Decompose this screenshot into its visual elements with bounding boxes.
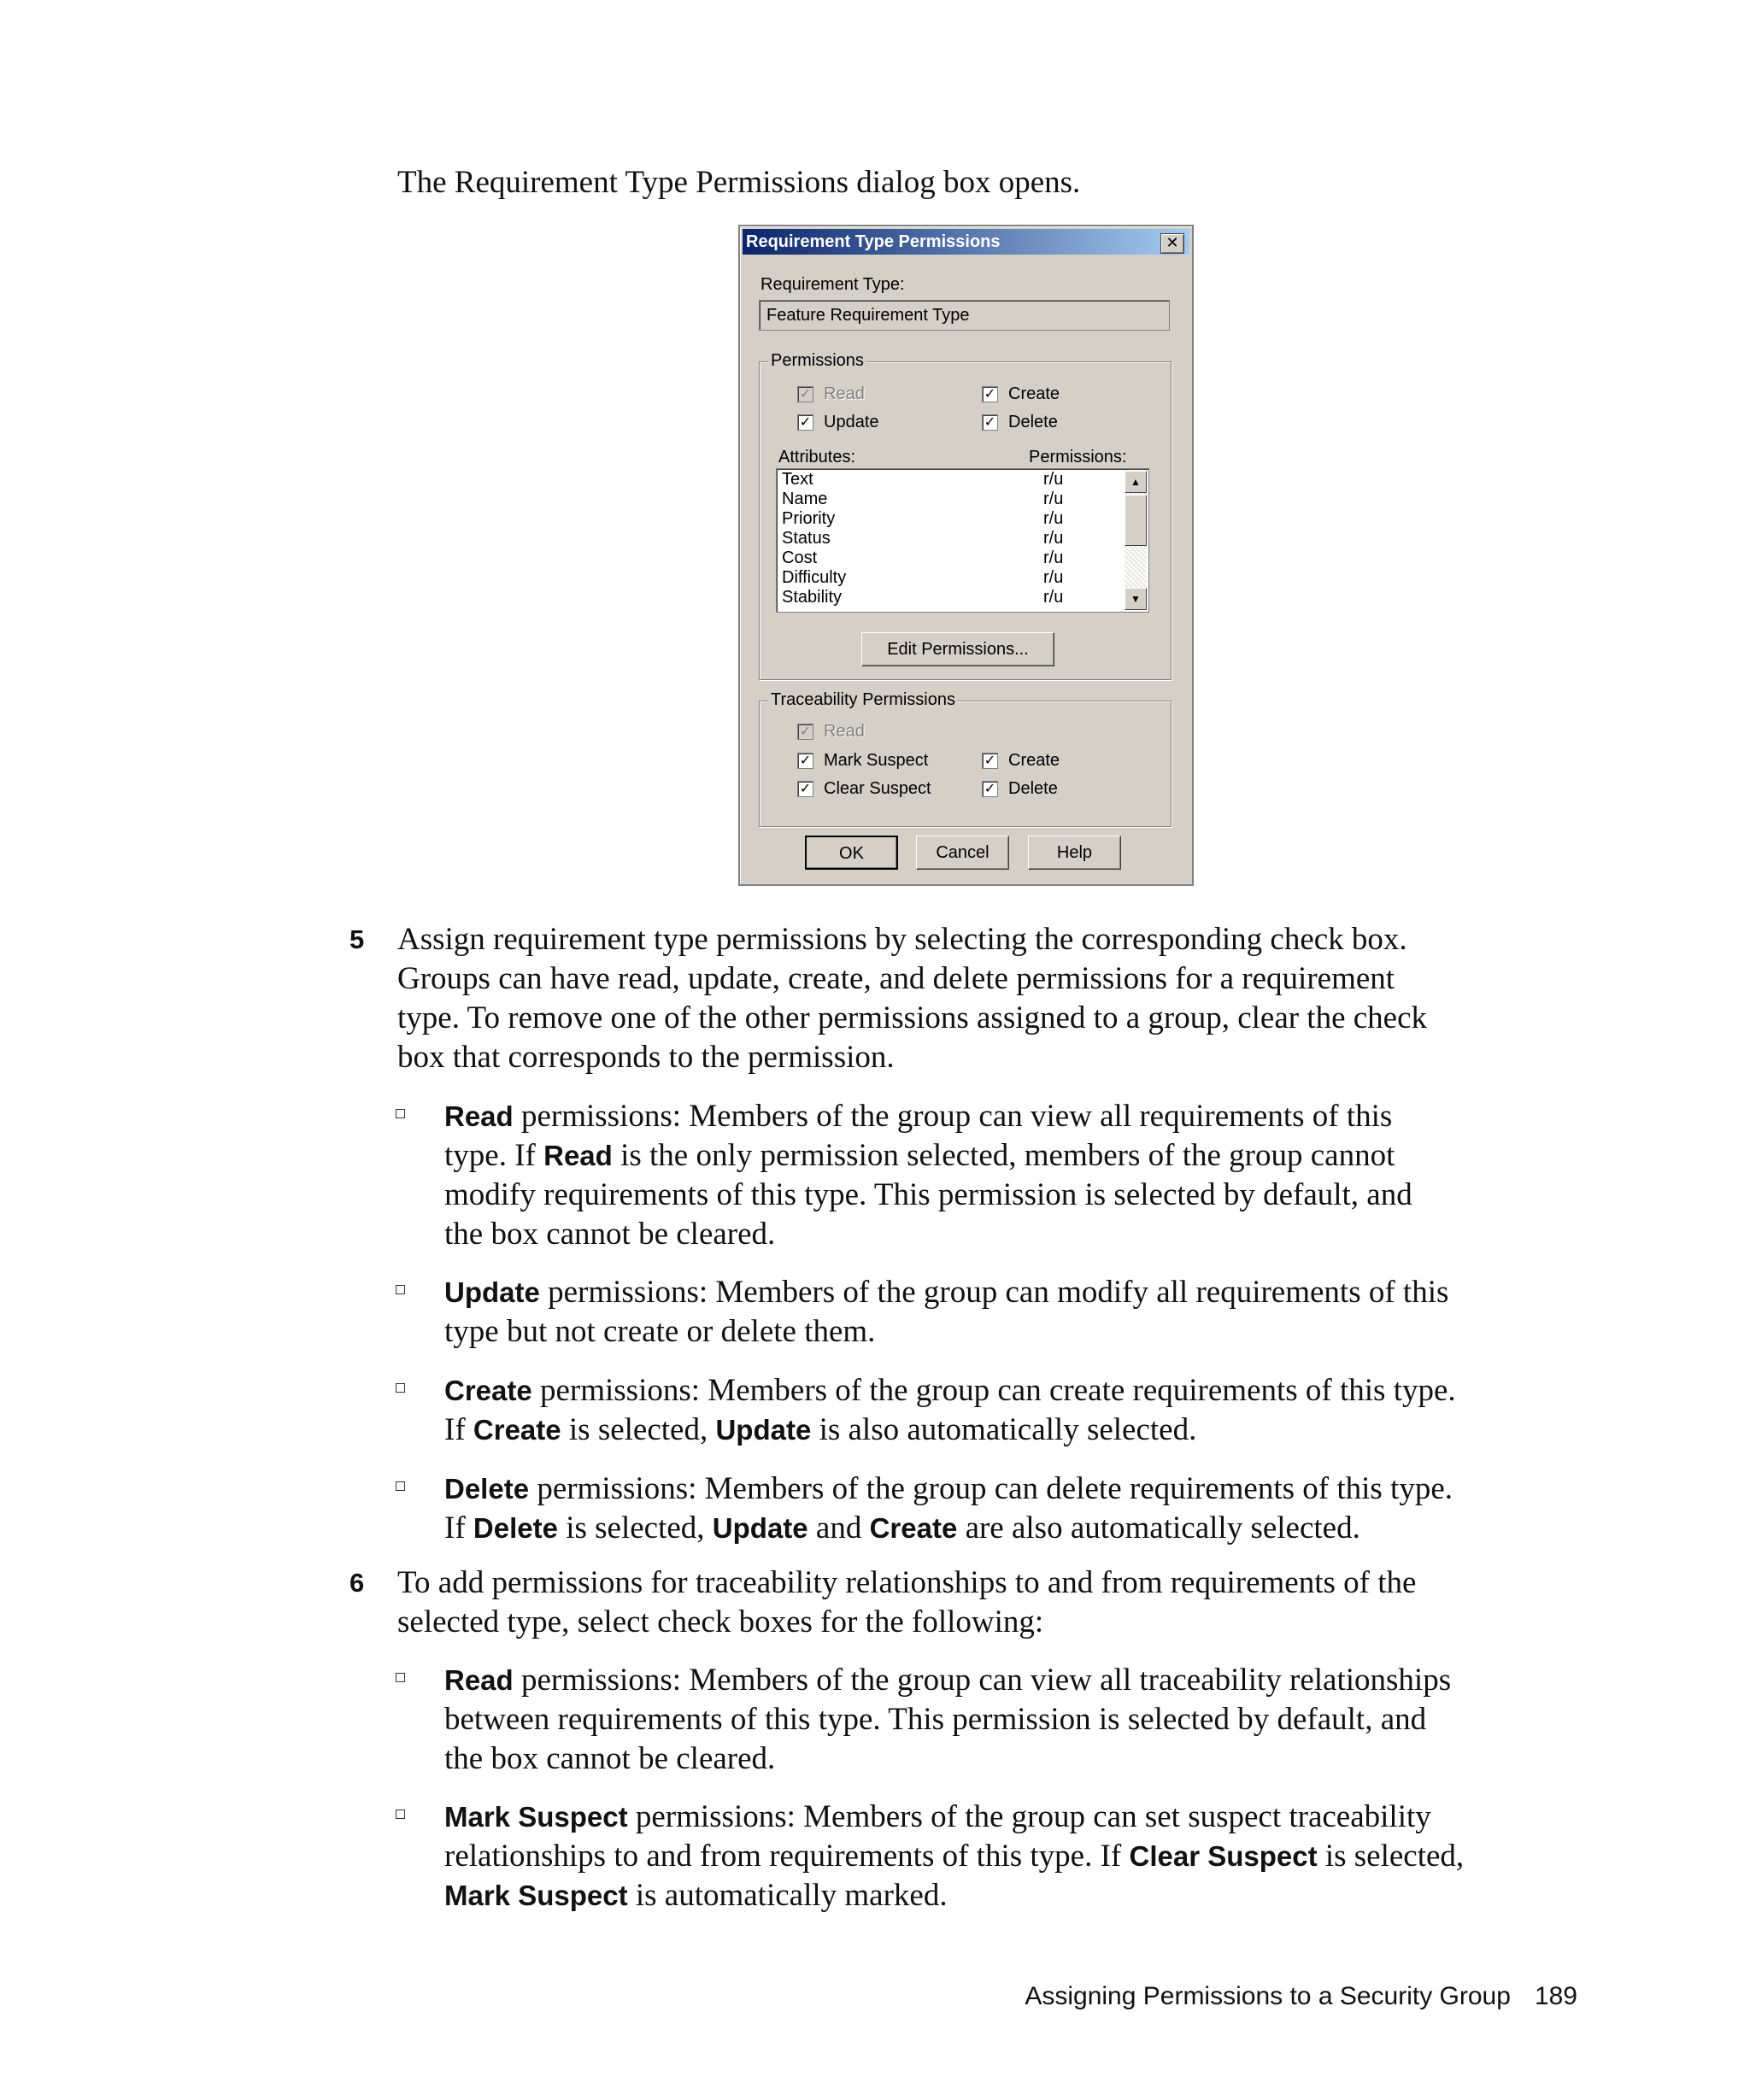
scroll-thumb[interactable] [1125, 495, 1147, 546]
requirement-type-field: Feature Requirement Type [759, 300, 1170, 331]
item-text: is selected, [557, 1510, 713, 1546]
create-checkbox[interactable] [982, 384, 1060, 403]
term-mark-suspect: Mark Suspect [444, 1801, 628, 1833]
item-text: permissions: Members of the group can delete requirements of this type. [529, 1471, 1453, 1506]
step-6-number: 6 [349, 1568, 365, 1598]
attribute-name: Cost [782, 548, 818, 567]
attributes-list[interactable] [776, 468, 1149, 613]
attribute-name: Stability [782, 588, 843, 607]
attribute-permission: r/u [1043, 509, 1064, 528]
close-icon[interactable]: ✕ [1160, 233, 1184, 254]
item-text: and [807, 1510, 870, 1546]
scroll-up-icon[interactable]: ▲ [1125, 471, 1147, 493]
term-clear-suspect: Clear Suspect [1129, 1840, 1318, 1872]
traceability-group-label: Traceability Permissions [768, 690, 958, 710]
create-checkbox-label: Create [1008, 384, 1060, 403]
list-item[interactable] [782, 587, 1124, 607]
bullet-marker [396, 1810, 405, 1819]
item-text: is the only permission selected, members of the group cannot [612, 1138, 1395, 1173]
item-text: is selected, [1317, 1839, 1465, 1874]
intro-text: The Requirement Type Permissions dialog box opens. [397, 165, 1081, 200]
term-update: Update [715, 1414, 812, 1446]
mark-suspect-checkbox[interactable] [797, 751, 928, 770]
bullet-marker [396, 1673, 405, 1682]
list-item[interactable] [782, 508, 1124, 529]
list-item[interactable] [782, 489, 1124, 509]
mark-suspect-check-icon: ✓ [797, 753, 813, 769]
list-item[interactable] [782, 548, 1124, 568]
traceability-delete-label: Delete [1008, 779, 1058, 798]
term-create: Create [869, 1512, 958, 1544]
item-text: permissions: Members of the group can view all traceability relationships [513, 1663, 1452, 1698]
step-6-line: selected type, select check boxes for the following: [397, 1604, 1044, 1640]
create-permission-item [444, 1371, 1598, 1450]
traceability-permissions-group [759, 690, 1172, 827]
step-6-text [397, 1563, 1594, 1642]
attribute-name: Name [782, 490, 828, 508]
delete-checkbox[interactable] [982, 413, 1058, 431]
clear-suspect-check-icon: ✓ [797, 781, 813, 797]
traceability-create-check-icon: ✓ [982, 753, 998, 769]
item-text: permissions: Members of the group can create requirements of this type. [531, 1373, 1456, 1408]
update-checkbox-label: Update [824, 413, 879, 431]
traceability-read-check-icon: ✓ [797, 724, 813, 740]
step-5-line: type. To remove one of the other permissions assigned to a group, clear the check [397, 1000, 1428, 1035]
traceability-create-label: Create [1008, 751, 1060, 770]
item-text: If [444, 1412, 473, 1447]
clear-suspect-checkbox[interactable] [797, 779, 931, 798]
attribute-permission: r/u [1043, 548, 1064, 567]
bullet-marker [396, 1109, 405, 1118]
delete-check-icon: ✓ [982, 414, 998, 431]
item-text: are also automatically selected. [957, 1510, 1360, 1546]
create-check-icon: ✓ [982, 386, 998, 402]
traceability-read-label: Read [824, 722, 865, 741]
term-mark-suspect: Mark Suspect [444, 1880, 628, 1911]
edit-permissions-button[interactable]: Edit Permissions... [861, 632, 1054, 666]
step-5-text [397, 920, 1594, 1077]
item-text: the box cannot be cleared. [444, 1741, 776, 1776]
traceability-read-checkbox [797, 722, 865, 741]
step-5-line: Groups can have read, update, create, and delete permissions for a requirement [397, 961, 1395, 996]
traceability-read-item [444, 1661, 1598, 1779]
attribute-name: Status [782, 529, 831, 548]
item-text: the box cannot be cleared. [444, 1217, 776, 1252]
item-text: is also automatically selected. [811, 1412, 1197, 1447]
permissions-header: Permissions: [1029, 448, 1127, 466]
bullet-marker [396, 1383, 405, 1393]
item-text: between requirements of this type. This permission is selected by default, and [444, 1702, 1427, 1737]
attribute-permission: r/u [1043, 568, 1064, 587]
page-number: 189 [1534, 1982, 1577, 2010]
update-permission-item [444, 1273, 1598, 1352]
delete-checkbox-label: Delete [1008, 413, 1058, 431]
item-text: permissions: Members of the group can modify all requirements of this [539, 1275, 1449, 1310]
clear-suspect-label: Clear Suspect [824, 779, 931, 798]
list-scrollbar[interactable] [1125, 471, 1147, 610]
cancel-button[interactable]: Cancel [916, 836, 1009, 870]
attribute-permission: r/u [1043, 588, 1064, 607]
item-text: is selected, [561, 1412, 716, 1447]
update-checkbox[interactable] [797, 413, 879, 431]
step-5-line: Assign requirement type permissions by selecting the corresponding check box. [397, 922, 1407, 957]
attribute-permission: r/u [1043, 470, 1064, 489]
traceability-delete-check-icon: ✓ [982, 781, 998, 797]
item-text: relationships to and from requirements of this type. If [444, 1839, 1130, 1874]
item-text: permissions: Members of the group can set suspect traceability [627, 1799, 1431, 1834]
item-text: type. If [444, 1138, 544, 1173]
attributes-header: Attributes: [778, 448, 856, 466]
delete-permission-item [444, 1469, 1598, 1548]
mark-suspect-label: Mark Suspect [824, 751, 929, 770]
dialog-title: Requirement Type Permissions [746, 232, 1001, 251]
term-update: Update [444, 1276, 540, 1308]
bullet-marker [396, 1481, 405, 1491]
attribute-permission: r/u [1043, 490, 1064, 508]
update-check-icon: ✓ [797, 414, 813, 431]
attribute-name: Difficulty [782, 568, 847, 587]
list-item[interactable] [782, 469, 1124, 490]
term-delete: Delete [444, 1473, 530, 1505]
item-text: permissions: Members of the group can view all requirements of this [513, 1099, 1393, 1134]
item-text: type but not create or delete them. [444, 1314, 876, 1349]
term-create: Create [444, 1375, 532, 1406]
term-read: Read [444, 1100, 514, 1132]
read-checkbox-label: Read [824, 384, 865, 403]
attribute-name: Priority [782, 509, 836, 528]
attribute-name: Text [782, 470, 813, 489]
traceability-create-checkbox[interactable] [982, 751, 1060, 770]
list-item[interactable] [782, 567, 1124, 588]
item-text: is automatically marked. [627, 1878, 948, 1913]
ok-button[interactable]: OK [805, 836, 898, 870]
attribute-permission: r/u [1043, 529, 1064, 548]
step-6-line: To add permissions for traceability relationships to and from requirements of the [397, 1565, 1417, 1600]
footer-title: Assigning Permissions to a Security Group [1025, 1982, 1511, 2010]
term-read: Read [543, 1140, 613, 1171]
term-read: Read [444, 1664, 514, 1696]
step-5-line: box that corresponds to the permission. [397, 1040, 895, 1075]
list-item[interactable] [782, 528, 1124, 548]
read-permission-item [444, 1097, 1598, 1254]
term-create: Create [473, 1414, 561, 1446]
step-5-number: 5 [349, 924, 365, 954]
item-text: modify requirements of this type. This permission is selected by default, and [444, 1177, 1412, 1212]
dialog-title-bar [743, 229, 1189, 255]
read-checkbox [797, 384, 865, 403]
mark-suspect-item [444, 1798, 1598, 1915]
item-text: If [444, 1510, 473, 1546]
requirement-type-label: Requirement Type: [760, 275, 905, 294]
read-check-icon: ✓ [797, 386, 813, 402]
permissions-group-label: Permissions [768, 351, 866, 371]
term-delete: Delete [473, 1512, 558, 1544]
traceability-delete-checkbox[interactable] [982, 779, 1058, 798]
requirement-type-permissions-dialog [738, 225, 1194, 886]
bullet-marker [396, 1285, 405, 1294]
scroll-down-icon[interactable]: ▼ [1125, 588, 1147, 610]
page-footer [1025, 1982, 1577, 2011]
term-update: Update [712, 1512, 808, 1544]
help-button[interactable]: Help [1028, 836, 1121, 870]
